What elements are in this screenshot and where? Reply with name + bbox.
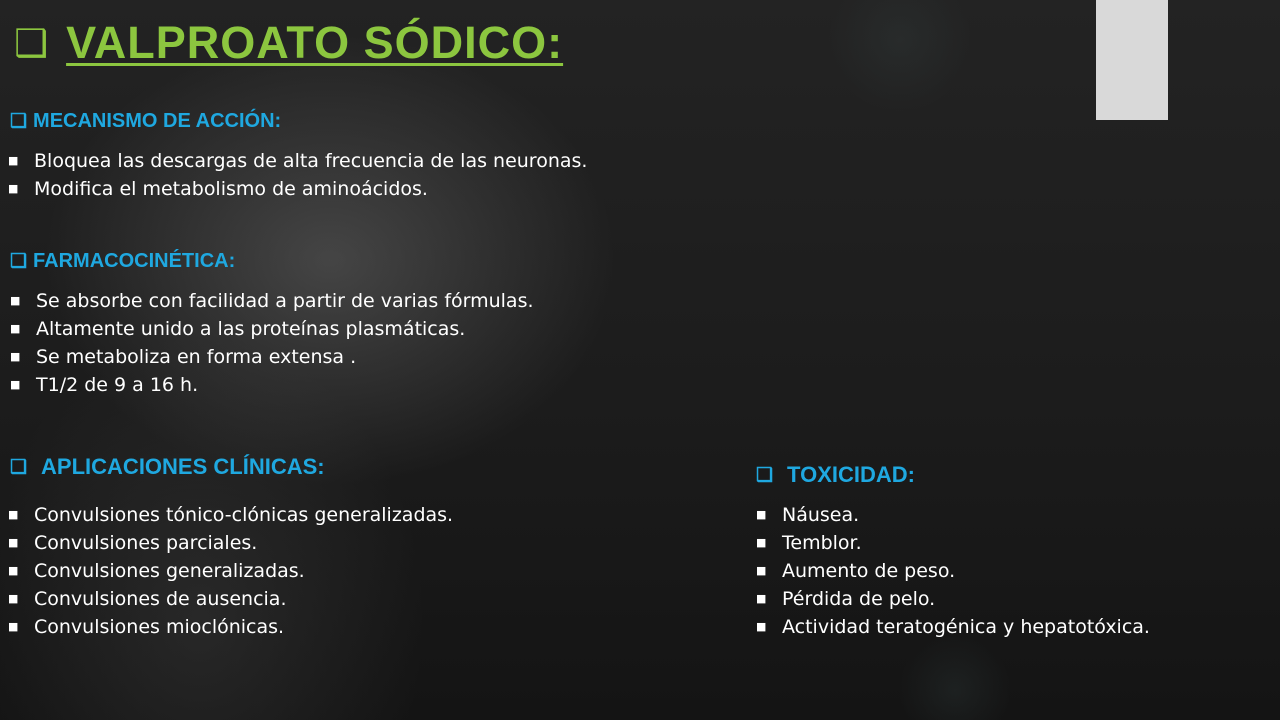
list-item-text: Convulsiones generalizadas. xyxy=(34,560,305,582)
list-item-text: Convulsiones de ausencia. xyxy=(34,588,287,610)
square-bullet-icon: ■ xyxy=(756,536,767,549)
list-item xyxy=(4,557,644,585)
list-toxicidad xyxy=(752,501,1272,641)
list-item xyxy=(6,343,628,371)
page-title xyxy=(14,10,563,76)
heading-farmacocinetica xyxy=(10,250,235,273)
square-bullet-icon: ■ xyxy=(8,182,19,195)
list-item-text: Se metaboliza en forma extensa . xyxy=(36,346,357,368)
checkbox-bullet-icon: ❑ xyxy=(10,456,28,478)
list-item-text: Actividad teratogénica y hepatotóxica. xyxy=(782,616,1150,638)
square-bullet-icon: ■ xyxy=(8,154,19,167)
heading-toxicidad xyxy=(756,462,915,488)
list-item-text: Se absorbe con facilidad a partir de varias fórmulas. xyxy=(36,290,534,312)
list-item xyxy=(4,501,644,529)
list-item xyxy=(4,613,644,641)
list-item xyxy=(4,585,644,613)
checkbox-bullet-icon: ❑ xyxy=(10,111,28,132)
square-bullet-icon: ■ xyxy=(756,592,767,605)
list-item-text: Aumento de peso. xyxy=(782,560,956,582)
list-item-text: Pérdida de pelo. xyxy=(782,588,936,610)
list-mecanismo xyxy=(4,147,626,203)
checkbox-bullet-icon: ❑ xyxy=(10,251,28,272)
square-bullet-icon: ■ xyxy=(8,620,19,633)
square-bullet-icon: ■ xyxy=(756,508,767,521)
square-bullet-icon: ■ xyxy=(10,322,21,335)
heading-aplicaciones-text: APLICACIONES CLÍNICAS: xyxy=(41,454,325,479)
checkbox-bullet-icon: ❑ xyxy=(756,464,774,486)
list-item xyxy=(752,501,1272,529)
square-bullet-icon: ■ xyxy=(8,564,19,577)
list-item xyxy=(4,175,626,203)
heading-aplicaciones xyxy=(10,454,325,480)
heading-toxicidad-text: TOXICIDAD: xyxy=(787,462,915,487)
heading-mecanismo xyxy=(10,110,281,133)
list-item-text: Convulsiones mioclónicas. xyxy=(34,616,285,638)
list-item xyxy=(6,315,628,343)
heading-farmacocinetica-text: FARMACOCINÉTICA: xyxy=(33,250,236,272)
decorative-bar xyxy=(1096,0,1168,120)
list-item-text: Náusea. xyxy=(782,504,860,526)
square-bullet-icon: ■ xyxy=(756,564,767,577)
list-item xyxy=(752,529,1272,557)
square-bullet-icon: ■ xyxy=(8,592,19,605)
list-item xyxy=(752,613,1272,641)
list-item-text: Temblor. xyxy=(782,532,862,554)
checkbox-bullet-icon: ❑ xyxy=(14,21,49,65)
list-aplicaciones xyxy=(4,501,644,641)
square-bullet-icon: ■ xyxy=(10,350,21,363)
list-item-text: Altamente unido a las proteínas plasmáticas. xyxy=(36,318,466,340)
heading-mecanismo-text: MECANISMO DE ACCIÓN: xyxy=(33,110,282,132)
list-item xyxy=(6,287,628,315)
list-item xyxy=(752,585,1272,613)
square-bullet-icon: ■ xyxy=(8,536,19,549)
list-item-text: Modifica el metabolismo de aminoácidos. xyxy=(34,178,428,200)
list-farmacocinetica xyxy=(6,287,628,399)
square-bullet-icon: ■ xyxy=(10,294,21,307)
list-item xyxy=(4,147,626,175)
list-item-text: Convulsiones parciales. xyxy=(34,532,258,554)
page-title-text: VALPROATO SÓDICO: xyxy=(66,17,564,68)
list-item-text: T1/2 de 9 a 16 h. xyxy=(36,374,199,396)
list-item-text: Bloquea las descargas de alta frecuencia de las neuronas. xyxy=(34,150,588,172)
square-bullet-icon: ■ xyxy=(756,620,767,633)
list-item xyxy=(6,371,628,399)
list-item xyxy=(752,557,1272,585)
square-bullet-icon: ■ xyxy=(8,508,19,521)
square-bullet-icon: ■ xyxy=(10,378,21,391)
list-item xyxy=(4,529,644,557)
list-item-text: Convulsiones tónico-clónicas generalizadas. xyxy=(34,504,454,526)
